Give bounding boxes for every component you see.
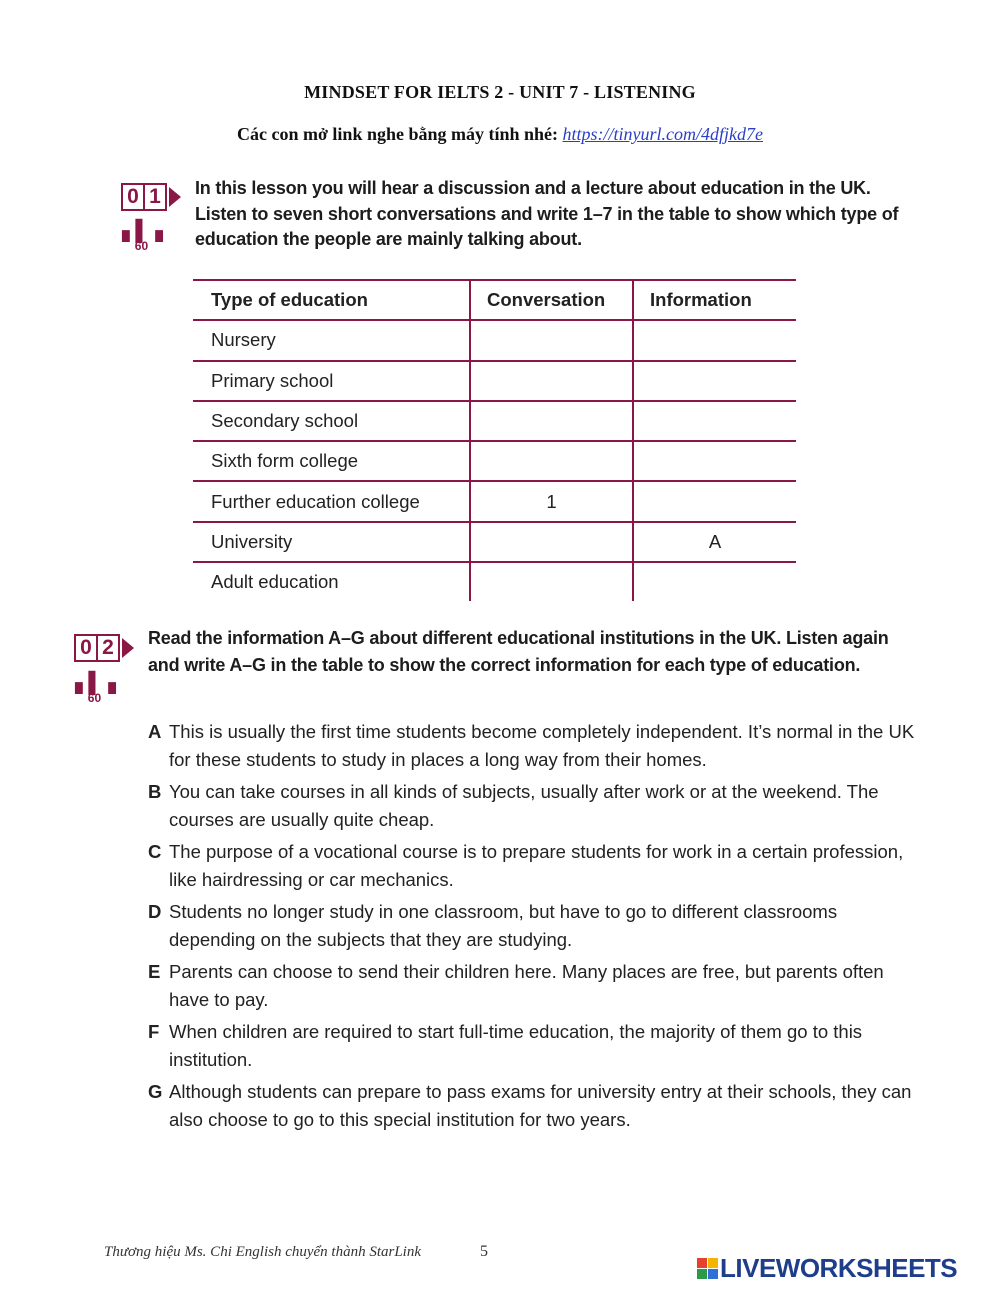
list-item [148, 958, 928, 1014]
item-text: This is usually the first time students become completely independent. It’s normal in the UK for these students to study in places a long way from their homes. [169, 721, 915, 770]
information-cell[interactable] [633, 441, 796, 481]
header-type: Type of education [193, 280, 470, 320]
type-cell: Nursery [193, 320, 470, 360]
list-item [148, 1078, 928, 1134]
information-cell[interactable] [633, 361, 796, 401]
type-cell: Primary school [193, 361, 470, 401]
item-text: Parents can choose to send their children here. Many places are free, but parents often have to pay. [169, 961, 884, 1010]
information-cell[interactable] [633, 562, 796, 601]
exercise-1-digit-1: 0 [121, 183, 145, 211]
item-text: You can take courses in all kinds of subjects, usually after work or at the weekend. The courses are usually quite cheap. [169, 781, 879, 830]
table-row [193, 562, 796, 601]
type-cell: Sixth form college [193, 441, 470, 481]
table-row [193, 401, 796, 441]
audio-bars-icon: ▖▌▗ [75, 672, 114, 694]
type-cell: University [193, 522, 470, 562]
audio-link[interactable]: https://tinyurl.com/4dfjkd7e [562, 124, 763, 144]
page-title: MINDSET FOR IELTS 2 - UNIT 7 - LISTENING [304, 82, 696, 102]
item-letter: D [148, 901, 162, 922]
item-letter: G [148, 1081, 163, 1102]
exercise-2-digit-2: 2 [98, 634, 120, 662]
exercise-2-badge [74, 634, 134, 662]
information-cell[interactable] [633, 320, 796, 360]
exercise-1-digit-2: 1 [145, 183, 167, 211]
play-icon[interactable] [169, 187, 181, 207]
item-letter: F [148, 1021, 160, 1042]
list-item [148, 718, 928, 774]
type-cell: Secondary school [193, 401, 470, 441]
item-letter: C [148, 841, 162, 862]
page-number: 5 [480, 1243, 488, 1260]
item-text: When children are required to start full-time education, the majority of them go to this institution. [169, 1021, 863, 1070]
conversation-cell[interactable] [470, 522, 633, 562]
item-text: Although students can prepare to pass exams for university entry at their schools, they can also choose to go to this special institution for two years. [169, 1081, 912, 1130]
link-intro: Các con mở link nghe bằng máy tính nhé: [236, 124, 559, 144]
conversation-cell[interactable] [470, 361, 633, 401]
list-item [148, 898, 928, 954]
item-letter: E [148, 961, 161, 982]
information-cell[interactable] [633, 401, 796, 441]
footer-text: Thương hiệu Ms. Chi English chuyển thành StarLink [104, 1244, 422, 1260]
exercise-2-instructions: Read the information A–G about different educational institutions in the UK. Listen again and write A–G in the table to show the correct information for each type of education. [148, 628, 889, 675]
conversation-cell[interactable]: 1 [470, 481, 633, 521]
list-item [148, 838, 928, 894]
header-conversation: Conversation [470, 280, 633, 320]
conversation-cell[interactable] [470, 401, 633, 441]
liveworksheets-logo [697, 1253, 957, 1284]
list-item [148, 1018, 928, 1074]
table-row [193, 441, 796, 481]
exercise-2-digit-1: 0 [74, 634, 98, 662]
information-cell[interactable]: A [633, 522, 796, 562]
play-icon[interactable] [122, 638, 134, 658]
item-text: The purpose of a vocational course is to prepare students for work in a certain profession, like hairdressing or car mechanics. [169, 841, 904, 890]
table-row [193, 361, 796, 401]
exercise-1-audio [122, 222, 161, 252]
audio-track-number: 60 [134, 239, 149, 253]
table-row [193, 522, 796, 562]
item-text: Students no longer study in one classroom, but have to go to different classrooms depending on the subjects that they are studying. [169, 901, 838, 950]
audio-track-number: 60 [87, 691, 102, 705]
conversation-cell[interactable] [470, 441, 633, 481]
exercise-2-audio [75, 674, 114, 704]
type-cell: Adult education [211, 571, 339, 593]
type-cell: Further education college [193, 481, 470, 521]
education-table [193, 279, 796, 601]
logo-blocks-icon [697, 1258, 718, 1279]
exercise-1-instructions: In this lesson you will hear a discussion and a lecture about education in the UK. Listen to seven short conversations and write 1–7 in the table to show which type of education the people are mainly talking about. [195, 178, 899, 249]
listening-link-line [0, 124, 1000, 145]
table-header-row [193, 280, 796, 320]
list-item [148, 778, 928, 834]
audio-bars-icon: ▖▌▗ [122, 220, 161, 242]
table-row [193, 481, 796, 521]
table-row [193, 320, 796, 360]
information-list [148, 718, 928, 1138]
conversation-cell[interactable] [470, 320, 633, 360]
information-cell[interactable] [633, 481, 796, 521]
conversation-cell[interactable] [470, 562, 633, 601]
brand-name: LIVEWORKSHEETS [720, 1253, 958, 1283]
header-information: Information [633, 280, 796, 320]
item-letter: B [148, 781, 162, 802]
exercise-1-badge [121, 183, 181, 211]
item-letter: A [148, 721, 162, 742]
